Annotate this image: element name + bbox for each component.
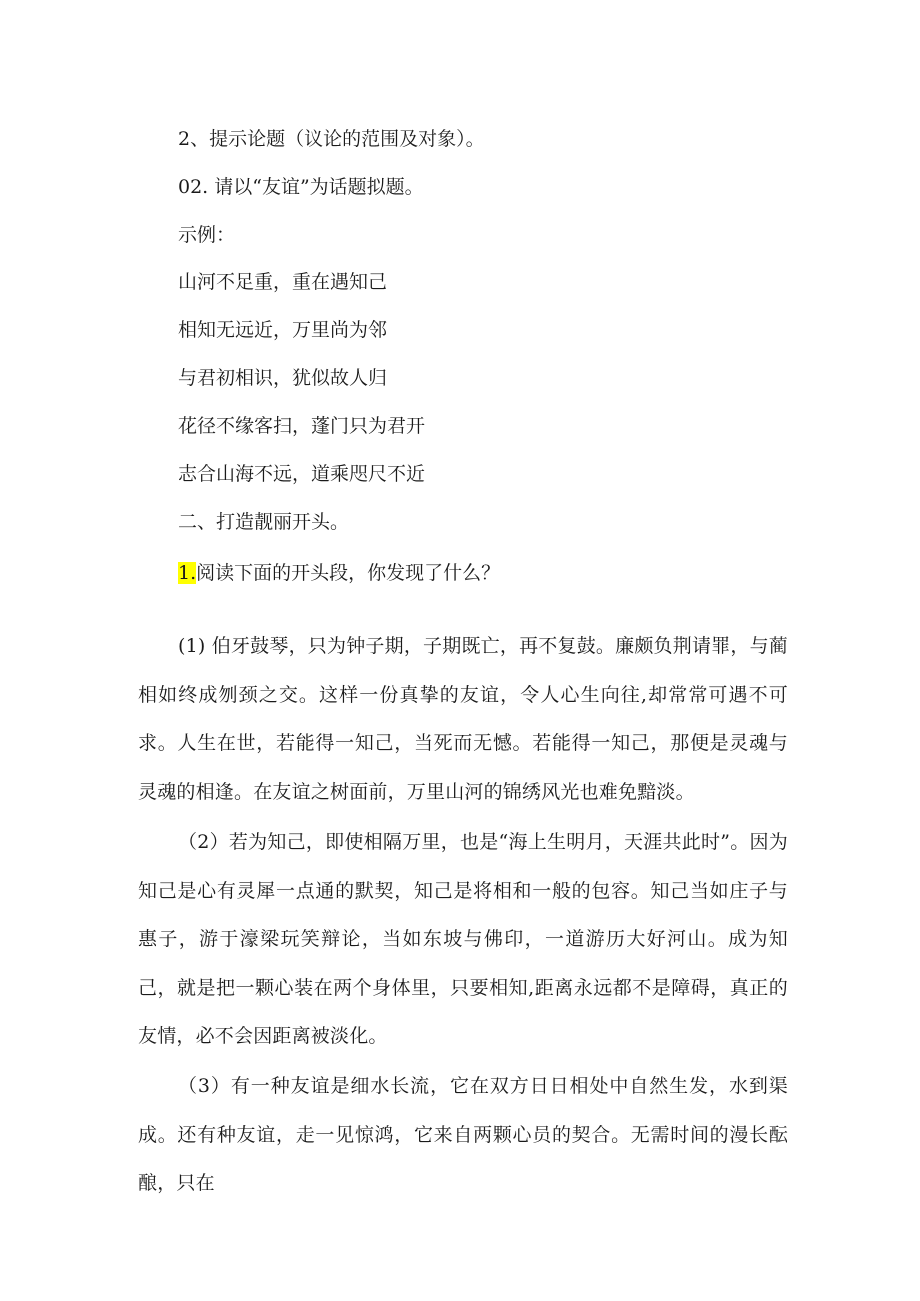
highlighted-number: 1. [178, 562, 197, 584]
example-title-4: 花径不缘客扫，蓬门只为君开 [178, 415, 426, 437]
exercise-1-line [178, 561, 500, 585]
example-title-2: 相知无远近，万里尚为邻 [178, 319, 388, 341]
example-label: 示例： [178, 224, 236, 246]
example-title-3: 与君初相识，犹似故人归 [178, 367, 388, 389]
exercise-02-line: 02. 请以“友谊”为话题拟题。 [178, 176, 424, 198]
paragraph-1: (1) 伯牙鼓琴，只为钟子期，子期既亡，再不复鼓。廉颇负荆请罪，与蔺相如终成刎颈之交。这样一份真挚的友谊，令人心生向往,却常常可遇不可求。人生在世，若能得一知己，当死而无憾。若能得一知己，那便是灵魂与灵魂的相逢。在友谊之树面前，万里山河的锦绣风光也难免黯淡。 [138, 635, 788, 803]
exercise-1-text: 阅读下面的开头段，你发现了什么？ [196, 562, 501, 584]
example-title-1: 山河不足重，重在遇知己 [178, 271, 388, 293]
section-heading-opening: 二、打造靓丽开头。 [178, 511, 350, 533]
example-title-5: 志合山海不远，道乘咫尺不近 [178, 463, 426, 485]
paragraph-3: （3）有一种友谊是细水长流，它在双方日日相处中自然生发，水到渠成。还有种友谊，走一见惊鸿，它来自两颗心员的契合。无需时间的漫长酝酿，只在 [138, 1075, 788, 1195]
topic-hint-line: 2、提示论题（议论的范围及对象）。 [178, 128, 485, 150]
paragraph-2: （2）若为知己，即使相隔万里，也是“海上生明月，天涯共此时”。因为知己是心有灵犀一点通的默契，知己是将相和一般的包容。知己当如庄子与惠子，游于濠梁玩笑辩论，当如东坡与佛印，一道游历大好河山。成为知己，就是把一颗心装在两个身体里，只要相知,距离永远都不是障碍，真正的友情，必不会因距离被淡化。 [138, 831, 788, 1048]
